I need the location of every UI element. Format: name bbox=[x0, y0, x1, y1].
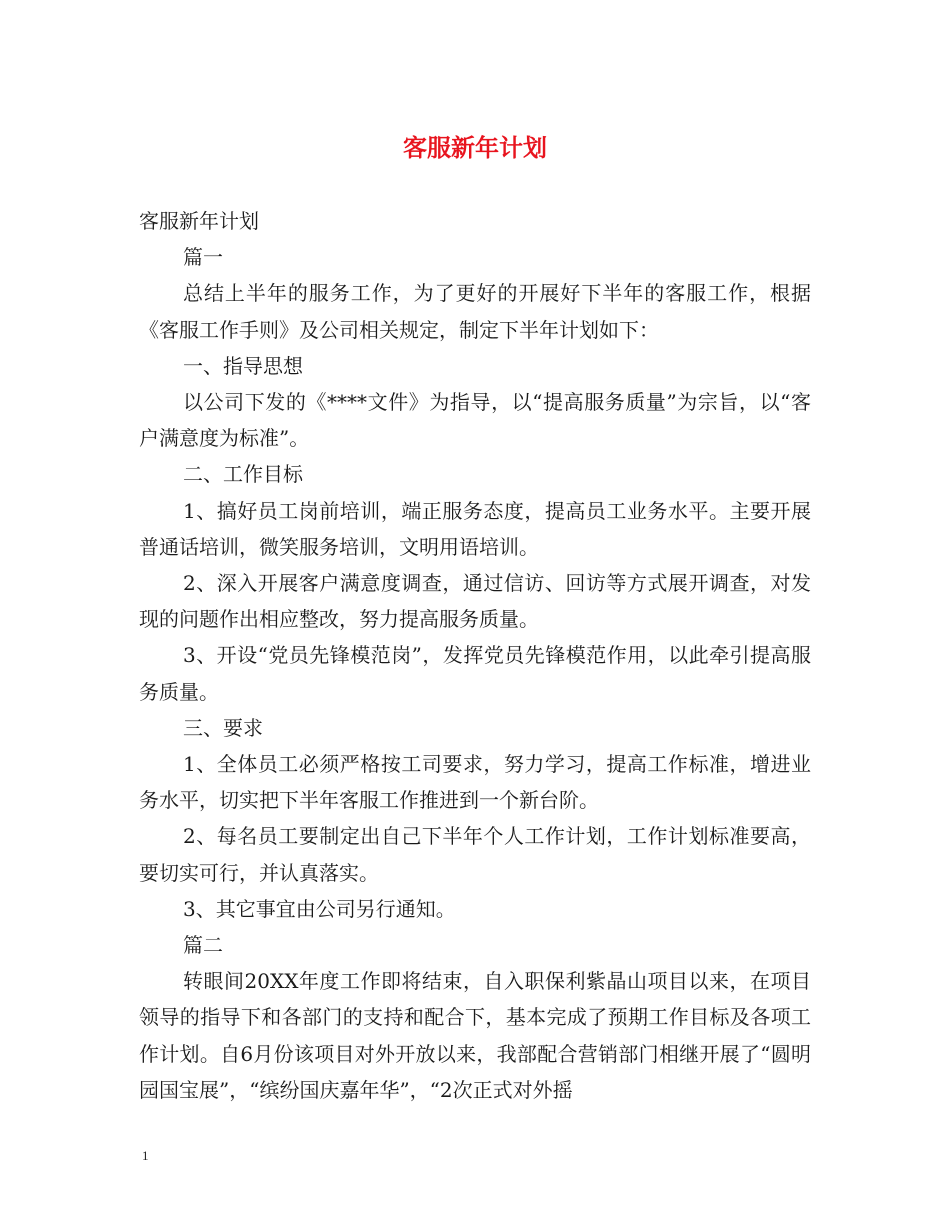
paragraph: 三、要求 bbox=[183, 715, 263, 740]
paragraph: 3、开设“党员先锋模范岗”，发挥党员先锋模范作用，以此牵引提高服务质量。 bbox=[139, 643, 811, 704]
paragraph: 客服新年计划 bbox=[139, 209, 259, 233]
paragraph: 转眼间20XX年度工作即将结束，自入职保利紫晶山项目以来，在项目领导的指导下和各部门的支持和配合下，基本完成了预期工作目标及各项工作计划。自6月份该项目对外开放以来，我部配合营销部门相继开展了“圆明园国宝展”，“缤纷国庆嘉年华”，“2次正式对外摇 bbox=[139, 969, 811, 1102]
paragraph: 2、深入开展客户满意度调查，通过信访、回访等方式展开调查，对发现的问题作出相应整改，努力提高服务质量。 bbox=[139, 571, 811, 632]
paragraph: 2、每名员工要制定出自己下半年个人工作计划，工作计划标准要高，要切实可行，并认真落实。 bbox=[139, 824, 811, 885]
document-body bbox=[139, 203, 811, 1108]
page-number: 1 bbox=[142, 1148, 149, 1163]
paragraph: 1、全体员工必须严格按工司要求，努力学习，提高工作标准，增进业务水平，切实把下半年客服工作推进到一个新台阶。 bbox=[139, 752, 811, 813]
paragraph: 3、其它事宜由公司另行通知。 bbox=[183, 896, 456, 921]
paragraph: 篇二 bbox=[183, 933, 223, 958]
paragraph: 以公司下发的《****文件》为指导，以“提高服务质量”为宗旨，以“客户满意度为标准”。 bbox=[139, 390, 811, 451]
paragraph: 1、搞好员工岗前培训，端正服务态度，提高员工业务水平。主要开展普通话培训，微笑服务培训，文明用语培训。 bbox=[139, 498, 811, 559]
document-title: 客服新年计划 bbox=[403, 133, 547, 162]
paragraph: 篇一 bbox=[183, 245, 223, 270]
paragraph: 总结上半年的服务工作，为了更好的开展好下半年的客服工作，根据《客服工作手则》及公司相关规定，制定下半年计划如下： bbox=[139, 281, 811, 342]
paragraph: 一、指导思想 bbox=[183, 353, 303, 378]
paragraph: 二、工作目标 bbox=[183, 462, 303, 487]
